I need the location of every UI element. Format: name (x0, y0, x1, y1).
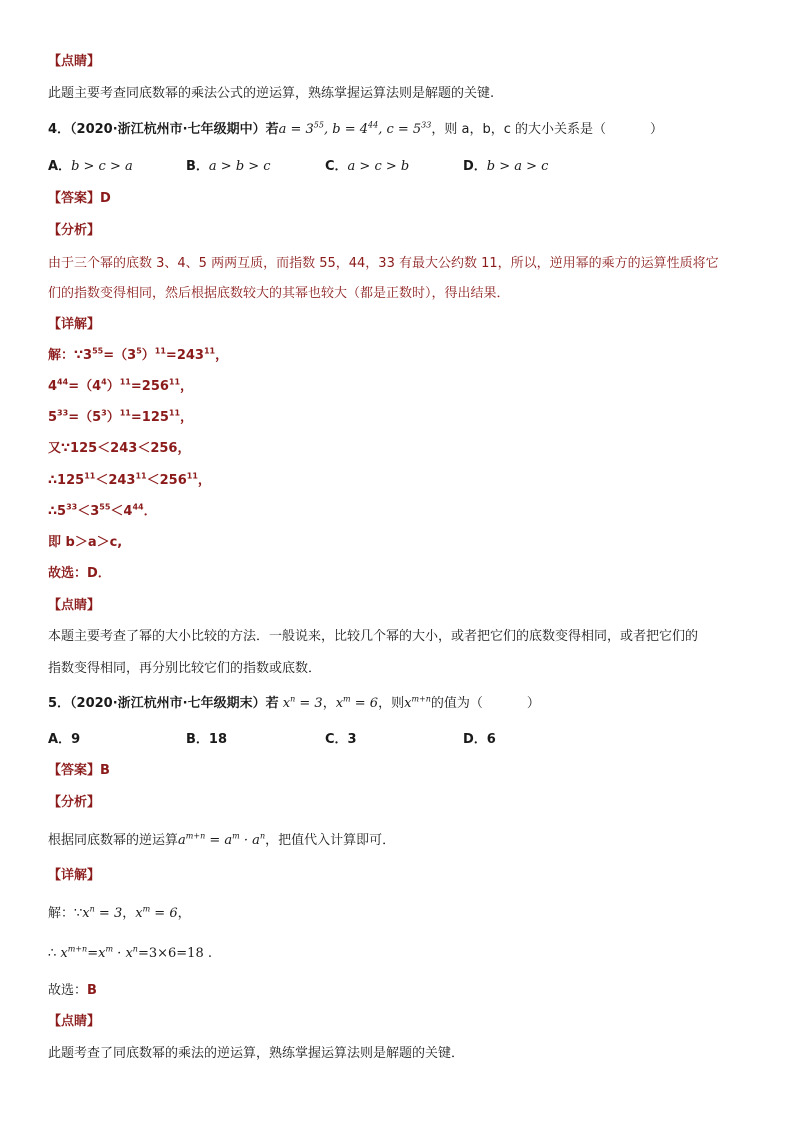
question-5-stem: 5．（2020·浙江杭州市·七年级期末）若 $x^n = 3$，$x^m = 6$，则$x^{m+n}$的值为（ ） (48, 694, 540, 711)
q4-detail-step-4: 又∵125＜243＜256， (48, 441, 191, 456)
q4-analysis-heading: 【分析】 (48, 223, 101, 238)
q5-tip-heading: 【点睛】 (48, 1014, 101, 1029)
question-4-stem (48, 120, 663, 140)
question-5-prefix: 5．（2020·浙江杭州市·七年级期末）若 (48, 696, 279, 711)
question-4-close: ） (650, 122, 664, 137)
q5-tip-text: 此题考查了同底数幂的乘法的逆运算，熟练掌握运算法则是解题的关键． (48, 1046, 465, 1061)
q5-option-a[interactable]: A．9 (48, 732, 81, 747)
q4-analysis-line-2: 们的指数变得相同，然后根据底数较大的其幂也较大（都是正数时），得出结果． (48, 286, 510, 301)
q4-tip-line-1: 本题主要考查了幂的大小比较的方法．一般说来，比较几个幂的大小，或者把它们的底数变得相同，或者把它们的 (48, 629, 699, 644)
q4-detail-heading: 【详解】 (48, 317, 101, 332)
heading-dianjing-1: 【点睛】 (48, 54, 101, 69)
q4-tip-heading: 【点睛】 (48, 598, 101, 613)
q5-detail-heading: 【详解】 (48, 868, 101, 883)
dianjing-text-1: 此题主要考查同底数幂的乘法公式的逆运算，熟练掌握运算法则是解题的关键. (48, 86, 495, 101)
q4-detail-step-6: $\therefore 5^{33}<3^{55}<4^{44}$． (48, 502, 157, 519)
q4-detail-step-5: $\therefore 125^{11}<243^{11}<256^{11}$， (48, 471, 211, 488)
q4-option-a[interactable]: A．b > c > a (48, 159, 133, 174)
cond-a: $a = 3^{55}$, $b = 4^{44}$, $c = 5^{33}$ (278, 120, 432, 137)
q5-option-b[interactable]: B．18 (186, 732, 228, 747)
q5-answer: 【答案】B (48, 763, 110, 778)
q4-detail-step-3: $5^{33}=(5^3)^{11}=125^{11}$， (48, 408, 194, 425)
q4-analysis-line-1: 由于三个幂的底数 3、4、5 两两互质，而指数 55，44，33 有最大公约数 11，所以，逆用幂的乘方的运算性质将它 (48, 256, 719, 271)
q4-answer: 【答案】D (48, 191, 111, 206)
q5-option-d[interactable]: D．6 (463, 732, 496, 747)
q5-target: $x^{m+n}$ (404, 694, 431, 711)
q4-option-b[interactable]: B．a > b > c (186, 159, 271, 174)
q5-analysis-text: 根据同底数幂的逆运算$a^{m+n} = a^m \cdot a^n$，把值代入计算即可． (48, 831, 396, 848)
q4-detail-step-2: $4^{44}=(4^4)^{11}=256^{11}$， (48, 377, 194, 394)
q5-cond-2: $x^m = 6$ (335, 694, 379, 711)
q4-option-d[interactable]: D．b > a > c (463, 159, 549, 174)
q5-choose: 故选：B (48, 983, 97, 998)
q4-tip-line-2: 指数变得相同，再分别比较它们的指数或底数． (48, 661, 322, 676)
q5-cond-1: $x^n = 3$ (282, 694, 323, 711)
q5-option-c[interactable]: C．3 (325, 732, 357, 747)
q4-detail-step-1: 解：$\because 3^{55}=(3^5)^{11}=243^{11}$， (48, 346, 229, 363)
question-4-prefix: 4．（2020·浙江杭州市·七年级期中）若 (48, 122, 279, 137)
q5-analysis-heading: 【分析】 (48, 795, 101, 810)
q4-option-c[interactable]: C．a > c > b (325, 159, 410, 174)
question-4-suffix: ，则 a，b，c 的大小关系是（ (431, 122, 606, 137)
q4-detail-step-7: 即 b＞a＞c, (48, 535, 123, 550)
q4-detail-step-8: 故选：D． (48, 566, 111, 581)
q5-detail-step-1: 解：$\because x^n = 3$，$x^m = 6$， (48, 904, 191, 921)
q5-detail-step-2: ∴ $x^{m+n}=x^m \cdot x^n=3\times 6=18$ . (48, 944, 212, 961)
